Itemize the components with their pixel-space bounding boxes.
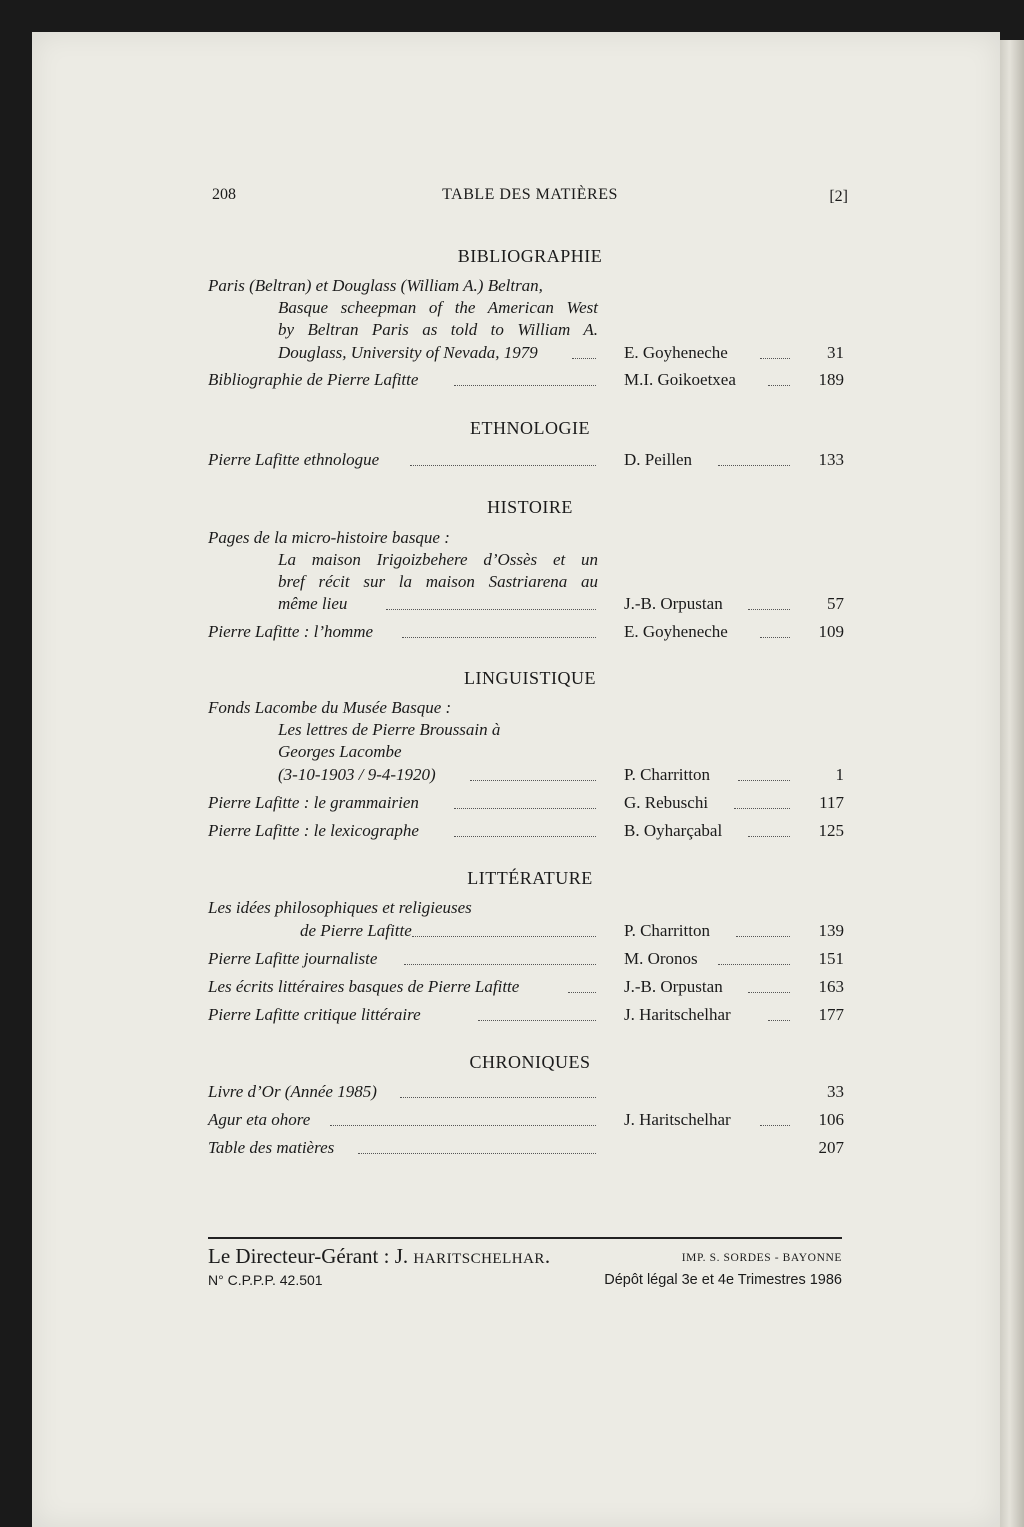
toc-entry bbox=[208, 1108, 848, 1132]
entry-page: 31 bbox=[827, 343, 844, 362]
entry-title-line: by Beltran Paris as told to William A. bbox=[278, 320, 598, 339]
director-label: Le Directeur-Gérant : J. bbox=[208, 1244, 414, 1268]
header-page-number: 208 bbox=[212, 186, 236, 203]
entry-page: 57 bbox=[827, 594, 844, 613]
leader-dots bbox=[736, 936, 790, 937]
leader-dots bbox=[748, 836, 790, 837]
leader-dots bbox=[768, 385, 790, 386]
entry-author: J.-B. Orpustan bbox=[624, 594, 723, 613]
section-heading: LITTÉRATURE bbox=[467, 868, 593, 888]
toc-entry bbox=[208, 1080, 848, 1104]
entry-title-line: Basque scheepman of the American West bbox=[278, 298, 598, 317]
director-line bbox=[208, 1244, 550, 1269]
toc-entry bbox=[208, 448, 848, 472]
leader-dots bbox=[760, 1125, 790, 1126]
entry-author: J. Haritschelhar bbox=[624, 1110, 731, 1129]
entry-author: E. Goyheneche bbox=[624, 622, 728, 641]
leader-dots bbox=[768, 1020, 790, 1021]
entry-title-line: Livre d’Or (Année 1985) bbox=[208, 1082, 377, 1101]
director-name: HARITSCHELHAR bbox=[413, 1251, 545, 1267]
section-heading: LINGUISTIQUE bbox=[464, 668, 596, 688]
entry-title-line: Table des matières bbox=[208, 1138, 335, 1157]
entry-title-line: Agur eta ohore bbox=[208, 1110, 311, 1129]
entry-title-line: Bibliographie de Pierre Lafitte bbox=[208, 370, 419, 389]
header-issue: [2] bbox=[829, 188, 848, 205]
toc-entry bbox=[208, 1136, 848, 1160]
leader-dots bbox=[478, 1020, 596, 1021]
leader-dots bbox=[386, 609, 596, 610]
entry-author: P. Charritton bbox=[624, 765, 710, 784]
section-heading: HISTOIRE bbox=[487, 497, 573, 517]
entry-author: J. Haritschelhar bbox=[624, 1005, 731, 1024]
toc-entry bbox=[208, 368, 848, 392]
leader-dots bbox=[748, 609, 790, 610]
leader-dots bbox=[572, 358, 596, 359]
toc-entry bbox=[208, 791, 848, 815]
entry-author: J.-B. Orpustan bbox=[624, 977, 723, 996]
entry-title-line: Pierre Lafitte : l’homme bbox=[208, 622, 374, 641]
entry-title-line: Pierre Lafitte journaliste bbox=[208, 949, 378, 968]
leader-dots bbox=[734, 808, 790, 809]
entry-page: 207 bbox=[818, 1138, 844, 1157]
entry-title-line: Pierre Lafitte critique littéraire bbox=[208, 1005, 421, 1024]
leader-dots bbox=[568, 992, 596, 993]
entry-author: M.I. Goikoetxea bbox=[624, 370, 736, 389]
entry-title-line: Pierre Lafitte ethnologue bbox=[208, 450, 380, 469]
toc-entry bbox=[208, 919, 848, 943]
entry-title-line: (3-10-1903 / 9-4-1920) bbox=[278, 765, 436, 784]
leader-dots bbox=[412, 936, 596, 937]
entry-author: M. Oronos bbox=[624, 949, 698, 968]
legal-deposit: Dépôt légal 3e et 4e Trimestres 1986 bbox=[604, 1272, 842, 1288]
entry-page: 109 bbox=[818, 622, 844, 641]
leader-dots bbox=[410, 465, 596, 466]
toc-entry bbox=[208, 341, 848, 365]
entry-title-line: Les idées philosophiques et religieuses bbox=[208, 898, 472, 917]
leader-dots bbox=[454, 808, 596, 809]
section-heading: BIBLIOGRAPHIE bbox=[457, 246, 603, 266]
entry-title-line: Douglass, University of Nevada, 1979 bbox=[278, 343, 538, 362]
entry-title-line: La maison Irigoizbehere d’Ossès et un bbox=[278, 550, 598, 569]
colophon-rule bbox=[208, 1237, 842, 1239]
leader-dots bbox=[402, 637, 596, 638]
entry-title-line: Les écrits littéraires basques de Pierre Lafitte bbox=[208, 977, 520, 996]
leader-dots bbox=[760, 358, 790, 359]
director-period: . bbox=[544, 1244, 551, 1268]
entry-page: 177 bbox=[818, 1005, 844, 1024]
leader-dots bbox=[400, 1097, 596, 1098]
toc-entry bbox=[208, 592, 848, 616]
entry-author: B. Oyharçabal bbox=[624, 821, 723, 840]
entry-title-line: Georges Lacombe bbox=[278, 742, 402, 761]
entry-title-line: Fonds Lacombe du Musée Basque : bbox=[208, 698, 452, 717]
entry-title-line: Paris (Beltran) et Douglass (William A.) Beltran, bbox=[208, 276, 543, 295]
toc-entry bbox=[208, 975, 848, 999]
entry-title-line: Pages de la micro-histoire basque : bbox=[208, 528, 450, 547]
entry-page: 33 bbox=[827, 1082, 844, 1101]
leader-dots bbox=[454, 836, 596, 837]
leader-dots bbox=[718, 465, 790, 466]
entry-page: 125 bbox=[818, 821, 844, 840]
entry-title-line: de Pierre Lafitte bbox=[300, 921, 412, 940]
toc-entry bbox=[208, 620, 848, 644]
leader-dots bbox=[760, 637, 790, 638]
entry-title-line: Les lettres de Pierre Broussain à bbox=[278, 720, 501, 739]
printer: IMP. S. SORDES - BAYONNE bbox=[681, 1252, 842, 1264]
toc-entry bbox=[208, 947, 848, 971]
leader-dots bbox=[404, 964, 596, 965]
leader-dots bbox=[718, 964, 790, 965]
leader-dots bbox=[738, 780, 790, 781]
entry-author: G. Rebuschi bbox=[624, 793, 709, 812]
entry-title-line: bref récit sur la maison Sastriarena au bbox=[278, 572, 598, 591]
entry-page: 106 bbox=[818, 1110, 844, 1129]
entry-page: 117 bbox=[819, 793, 844, 812]
entry-title-line: même lieu bbox=[278, 594, 348, 613]
toc-entry bbox=[208, 763, 848, 787]
section-heading: CHRONIQUES bbox=[469, 1052, 591, 1072]
entry-author: P. Charritton bbox=[624, 921, 710, 940]
toc-entry bbox=[208, 819, 848, 843]
entry-author: E. Goyheneche bbox=[624, 343, 728, 362]
toc-entry bbox=[208, 1003, 848, 1027]
leader-dots bbox=[330, 1125, 596, 1126]
entry-page: 151 bbox=[818, 949, 844, 968]
leader-dots bbox=[748, 992, 790, 993]
leader-dots bbox=[470, 780, 596, 781]
leader-dots bbox=[454, 385, 596, 386]
section-heading: ETHNOLOGIE bbox=[470, 418, 590, 438]
header-title: TABLE DES MATIÈRES bbox=[442, 186, 618, 203]
entry-page: 189 bbox=[818, 370, 844, 389]
entry-title-line: Pierre Lafitte : le grammairien bbox=[208, 793, 419, 812]
entry-page: 163 bbox=[818, 977, 844, 996]
entry-page: 133 bbox=[818, 450, 844, 469]
entry-title-line: Pierre Lafitte : le lexicographe bbox=[208, 821, 419, 840]
entry-page: 1 bbox=[835, 765, 844, 784]
entry-page: 139 bbox=[818, 921, 844, 940]
cppp-number: N° C.P.P.P. 42.501 bbox=[208, 1272, 323, 1288]
entry-author: D. Peillen bbox=[624, 450, 692, 469]
leader-dots bbox=[358, 1153, 596, 1154]
page-edge bbox=[1000, 40, 1024, 1527]
running-head bbox=[212, 186, 848, 210]
